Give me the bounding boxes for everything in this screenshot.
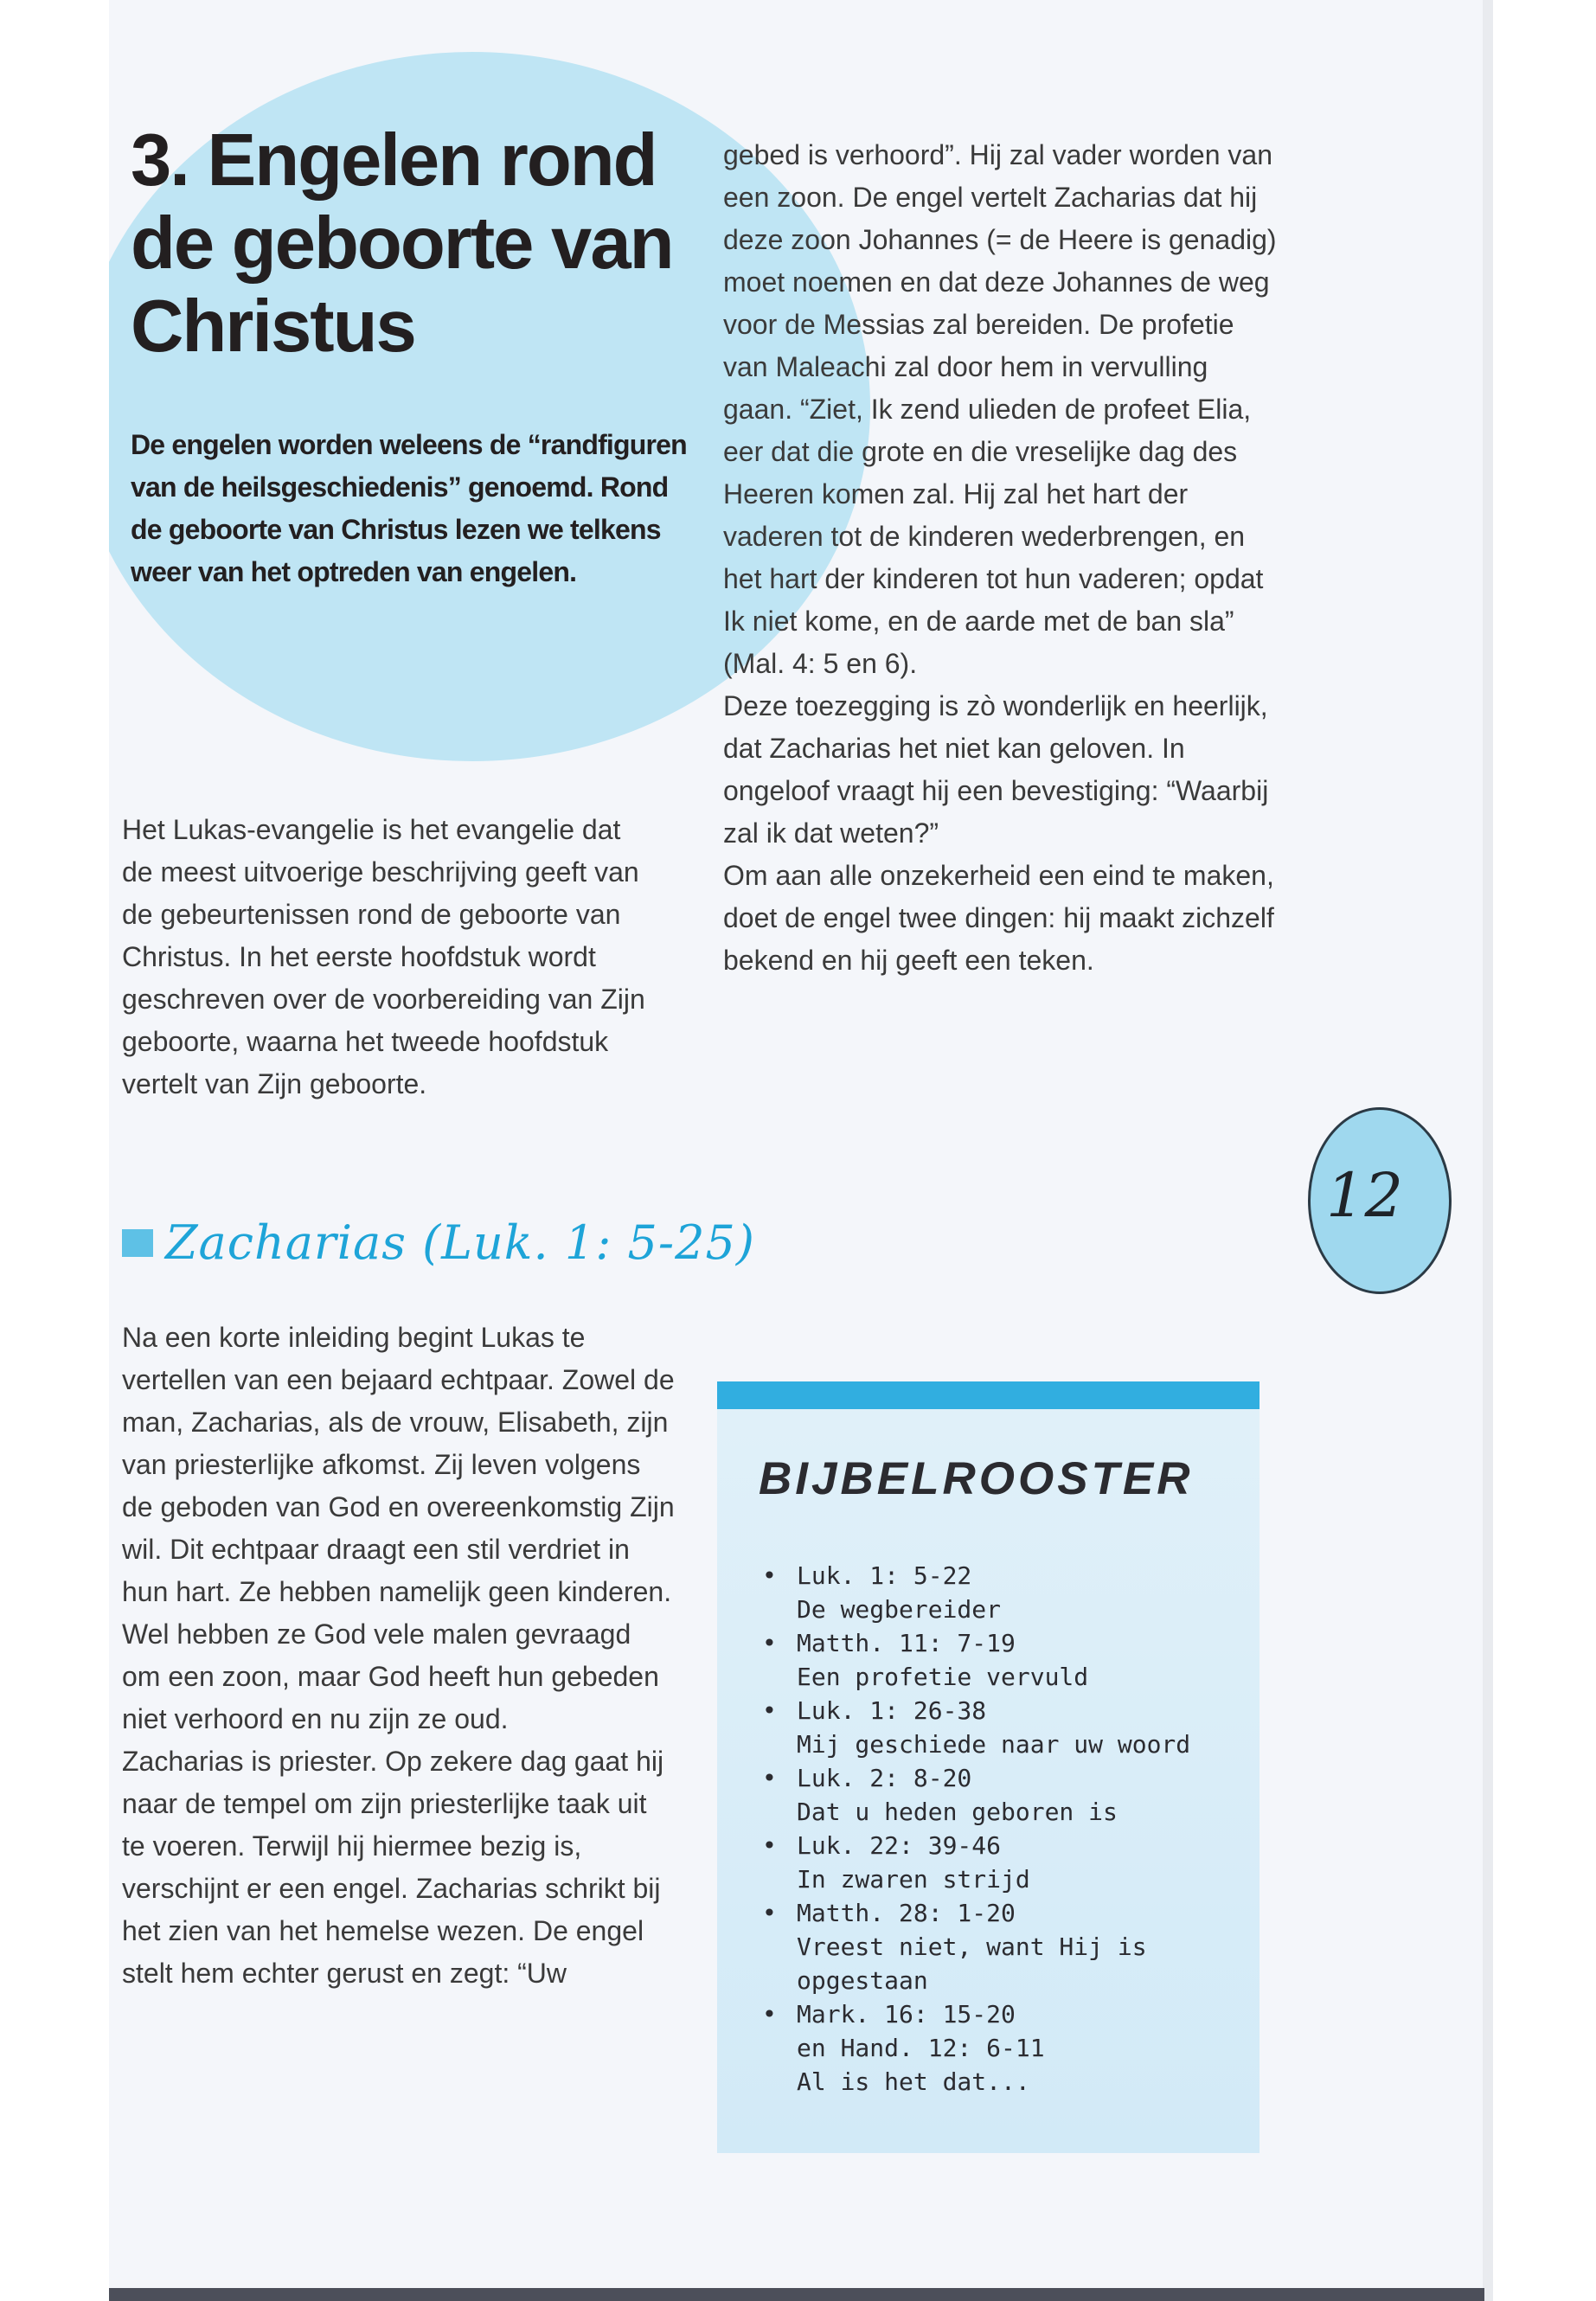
bullet-icon: • bbox=[762, 1696, 777, 1725]
body-column-left-top bbox=[122, 809, 658, 1106]
section-heading-text: Zacharias (Luk. 1: 5-25) bbox=[165, 1215, 755, 1270]
reading-title: De wegbereider bbox=[797, 1595, 1002, 1624]
chapter-intro: De engelen worden weleens de “randfiguren van de heilsgeschiedenis” genoemd. Rond de geboorte van Christus lezen we telkens weer van het optreden van engelen. bbox=[131, 429, 687, 587]
bullet-icon: • bbox=[762, 1764, 777, 1792]
schedule-box-bar bbox=[717, 1381, 1259, 1409]
page-edge bbox=[1483, 0, 1493, 2301]
list-item bbox=[760, 1997, 1245, 2099]
bible-reference: Matth. 28: 1-20 bbox=[797, 1899, 1016, 1927]
bullet-icon: • bbox=[762, 1629, 777, 1657]
reading-title: Vreest niet, want Hij is opgestaan bbox=[797, 1932, 1147, 1995]
bible-reference: Luk. 1: 5-22 bbox=[797, 1561, 972, 1590]
bullet-icon: • bbox=[762, 1561, 777, 1590]
paragraph: Om aan alle onzekerheid een eind te maken, doet de engel twee dingen: hij maakt zichzelf bekend en hij geeft een teken. bbox=[723, 860, 1274, 976]
list-item bbox=[760, 1896, 1245, 1997]
reading-title: In zwaren strijd bbox=[797, 1865, 1030, 1894]
bible-reference: Mark. 16: 15-20 bbox=[797, 2000, 1016, 2029]
body-column-right bbox=[723, 134, 1277, 982]
paragraph: Het Lukas-evangelie is het evangelie dat de meest uitvoerige beschrijving geeft van de gebeurtenissen rond de geboorte van Christus. In het eerste hoofdstuk wordt geschreven over de voorbereiding van Zijn geboorte, waarna het tweede hoofdstuk vertelt van Zijn geboorte. bbox=[122, 814, 645, 1099]
chapter-title: 3. Engelen rond de geboorte van Christus bbox=[131, 119, 673, 368]
bottom-edge-strip bbox=[109, 2288, 1484, 2301]
page-number: 12 bbox=[1326, 1160, 1404, 1231]
reading-title: Een profetie vervuld bbox=[797, 1663, 1089, 1691]
paragraph: Deze toezegging is zò wonderlijk en heerlijk, dat Zacharias het niet kan geloven. In ongeloof vraagt hij een bevestiging: “Waarbij zal ik dat weten?” bbox=[723, 690, 1269, 849]
paragraph: Na een korte inleiding begint Lukas te vertellen van een bejaard echtpaar. Zowel de man, Zacharias, als de vrouw, Elisabeth, zijn van priesterlijke afkomst. Zij leven volgens de geboden van God en overeenkomstig Zijn wil. Dit echtpaar draagt een stil verdriet in hun hart. Ze hebben namelijk geen kinderen. Wel hebben ze God vele malen gevraagd om een zoon, maar God heeft hun gebeden niet verhoord en nu zijn ze oud. bbox=[122, 1322, 675, 1734]
bullet-icon: • bbox=[762, 2000, 777, 2029]
bullet-icon: • bbox=[762, 1831, 777, 1860]
reading-title: en Hand. 12: 6-11 bbox=[797, 2034, 1045, 2062]
list-item bbox=[760, 1694, 1245, 1761]
paragraph: gebed is verhoord”. Hij zal vader worden van een zoon. De engel vertelt Zacharias dat hij deze zoon Johannes (= de Heere is genadig) moet noemen en dat deze Johannes de weg voor de Messias zal bereiden. De profetie van Maleachi zal door hem in vervulling gaan. “Ziet, Ik zend ulieden de profeet Elia, eer dat die grote en die vreselijke dag des Heeren komen zal. Hij zal het hart der vaderen tot de kinderen wederbrengen, en het hart der kinderen tot hun vaderen; opdat Ik niet kome, en de aarde met de ban sla” (Mal. 4: 5 en 6). bbox=[723, 139, 1277, 679]
body-column-left-bottom bbox=[122, 1317, 676, 1995]
list-item bbox=[760, 1761, 1245, 1829]
reading-title: Al is het dat... bbox=[797, 2067, 1030, 2096]
reading-title: Dat u heden geboren is bbox=[797, 1798, 1118, 1826]
section-heading bbox=[122, 1215, 755, 1270]
schedule-box bbox=[717, 1409, 1259, 2153]
heading-square-marker bbox=[122, 1229, 153, 1257]
list-item bbox=[760, 1829, 1245, 1896]
schedule-list bbox=[760, 1559, 1245, 2099]
bible-reference: Luk. 22: 39-46 bbox=[797, 1831, 1002, 1860]
reading-title: Mij geschiede naar uw woord bbox=[797, 1730, 1191, 1759]
paragraph: Zacharias is priester. Op zekere dag gaat hij naar de tempel om zijn priesterlijke taak uit te voeren. Terwijl hij hiermee bezig is, verschijnt er een engel. Zacharias schrikt bij het zien van het hemelse wezen. De engel stelt hem echter gerust en zegt: “Uw bbox=[122, 1746, 664, 1989]
schedule-title: BIJBELROOSTER bbox=[759, 1453, 1194, 1504]
bible-reference: Luk. 1: 26-38 bbox=[797, 1696, 987, 1725]
bible-reference: Luk. 2: 8-20 bbox=[797, 1764, 972, 1792]
list-item bbox=[760, 1559, 1245, 1626]
list-item bbox=[760, 1626, 1245, 1694]
page-number-badge bbox=[1308, 1107, 1452, 1294]
bullet-icon: • bbox=[762, 1899, 777, 1927]
bible-reference: Matth. 11: 7-19 bbox=[797, 1629, 1016, 1657]
